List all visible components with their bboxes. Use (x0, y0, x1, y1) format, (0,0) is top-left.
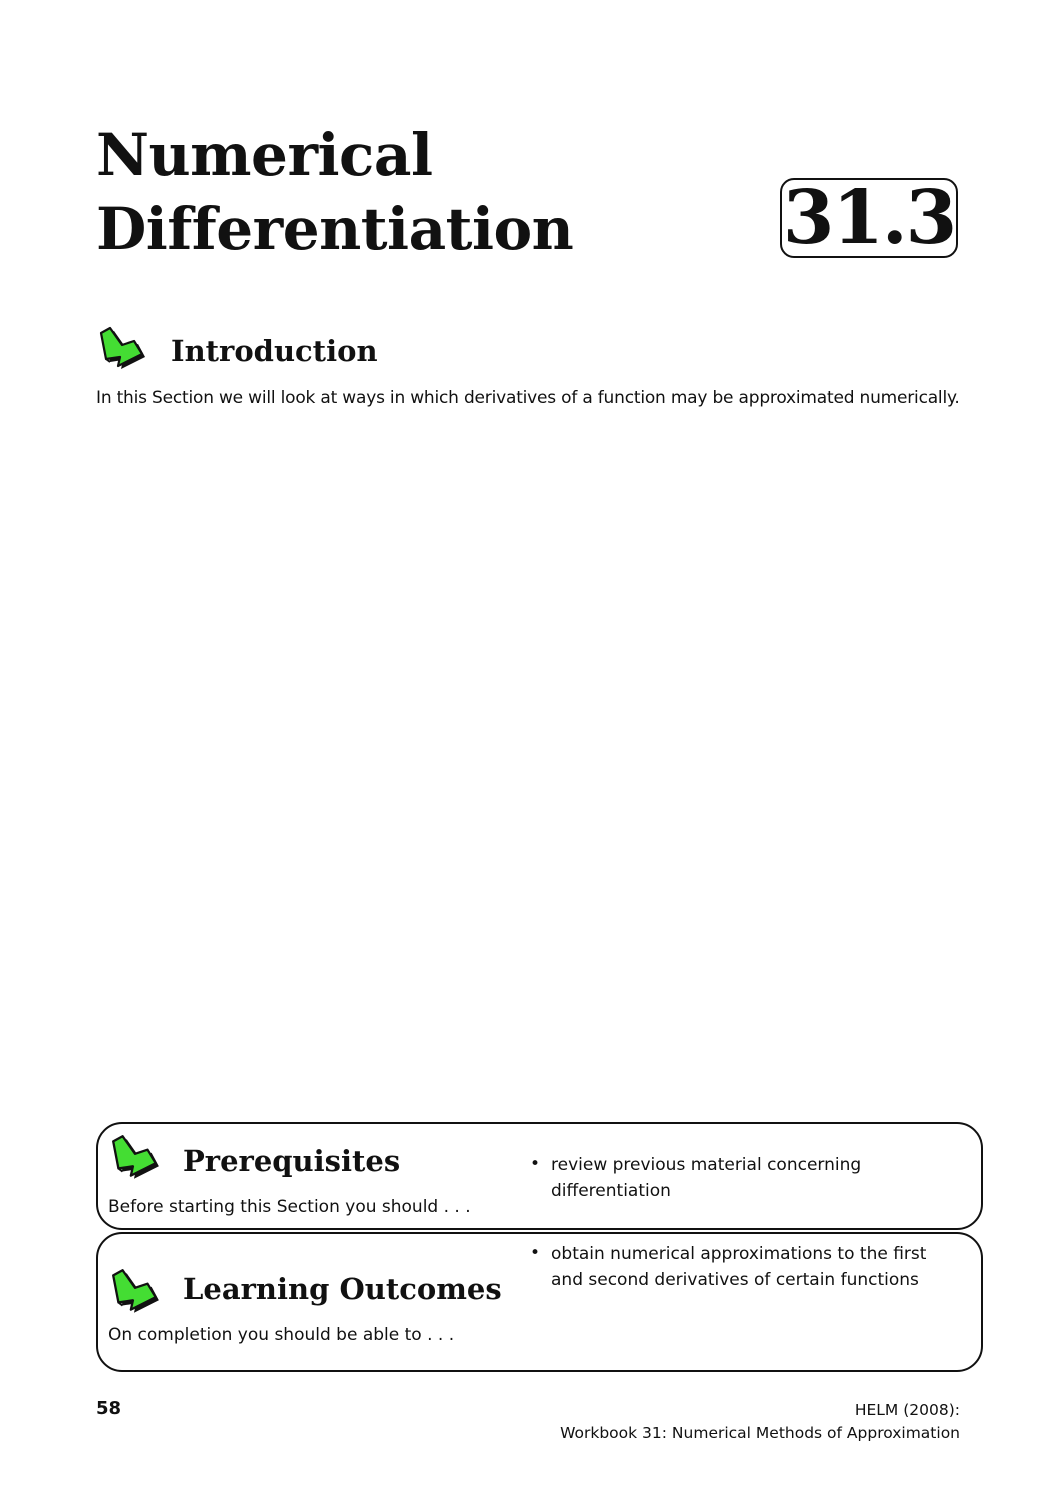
introduction-heading: Introduction (171, 334, 378, 368)
arrow-icon (108, 1134, 162, 1182)
prerequisites-box (96, 1122, 983, 1230)
bullet-marker: • (530, 1243, 541, 1263)
prerequisite-item: review previous material concerning differentiation (551, 1155, 862, 1201)
title-line-1: Numerical (96, 121, 433, 189)
arrow-icon (96, 326, 148, 372)
learning-outcome-item: obtain numerical approximations to the first and second derivatives of certain functions (551, 1244, 927, 1290)
footer-line-1: HELM (2008): (854, 1401, 960, 1419)
prerequisites-heading: Prerequisites (183, 1144, 401, 1178)
introduction-text: In this Section we will look at ways in which derivatives of a function may be approximated numerically. (96, 388, 960, 408)
learning-outcomes-subtext: On completion you should be able to . . . (108, 1325, 455, 1345)
page-number: 58 (96, 1398, 122, 1419)
prerequisites-subtext: Before starting this Section you should . . . (108, 1197, 471, 1217)
learning-outcomes-box (96, 1232, 983, 1372)
learning-outcomes-heading: Learning Outcomes (183, 1272, 502, 1306)
footer-line-2: Workbook 31: Numerical Methods of Approximation (560, 1424, 960, 1442)
bullet-marker: • (530, 1154, 541, 1174)
section-number-badge: 31.3 (780, 178, 958, 258)
footer (560, 1399, 960, 1445)
title-line-2: Differentiation (96, 195, 574, 263)
arrow-icon (108, 1268, 162, 1316)
page-title (96, 118, 573, 266)
